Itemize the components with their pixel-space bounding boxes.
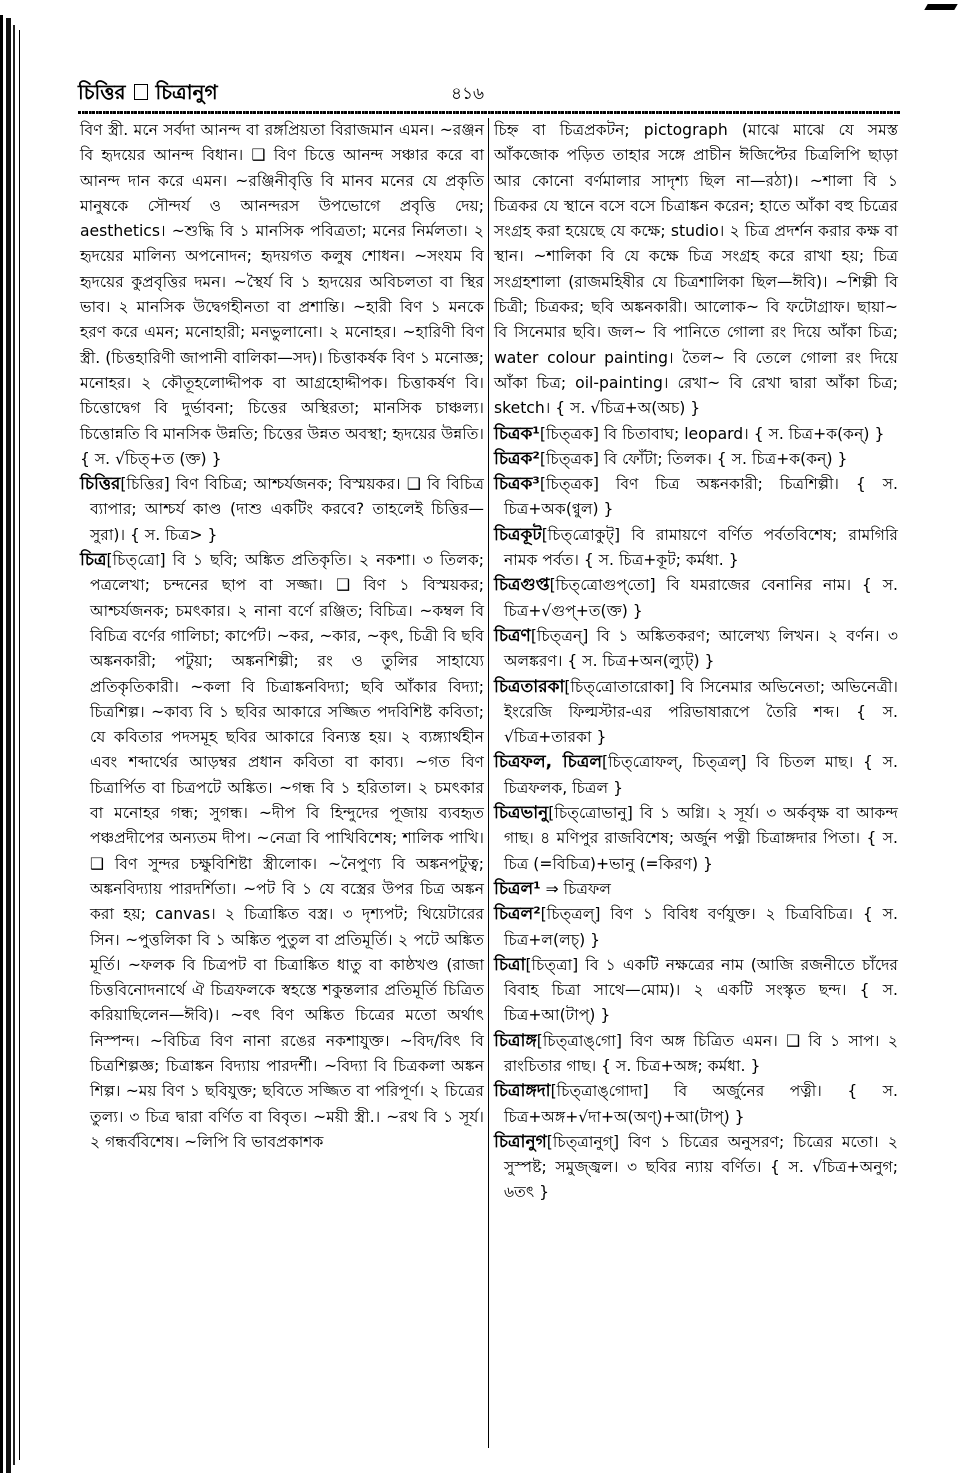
right-column [494, 118, 898, 1206]
definition-text: বি ১ ছবি; অঙ্কিত প্রতিকৃতি। ২ নকশা। ৩ তিলক; পত্রলেখা; চন্দনের ছাপ বা সজ্জা। ❑ বিণ ১ বিস্ময়কর; আশ্চর্যজনক; চমৎকার। ২ নানা বর্ণে রঞ্জিত; বিচিত্র। ~কম্বল বি বিচিত্র বর্ণের গালিচা; কার্পেট। ~কর, ~কার, ~কৃৎ, চিত্রী বি ছবি অঙ্কনকারী; পটুয়া; অঙ্কনশিল্পী; রং ও তুলির সাহায্যে প্রতিকৃতিকারী। ~কলা বি চিত্রাঙ্কনবিদ্যা; ছবি আঁকার বিদ্যা; চিত্রশিল্প। ~কাব্য বি ১ ছবির আকারে সজ্জিত পদবিশিষ্ট কবিতা; যে কবিতার পদসমূহ ছবির আকারে বিন্যস্ত হয়। ২ ব্যঙ্গ্যার্থহীন এবং শব্দার্থের আড়ম্বর প্রধান কবিতা বা কাব্য। ~গত বিণ চিত্রার্পিত বা চিত্রপটে অঙ্কিত। ~গন্ধ বি ১ হরিতাল। ২ চমৎকার বা মনোহর গন্ধ; সুগন্ধ। ~দীপ বি হিন্দুদের পূজায় ব্যবহৃত পঞ্চপ্রদীপের অন্যতম দীপ। ~নেত্রা বি পাখিবিশেষ; শালিক পাখি। ❑ বিণ সুন্দর চক্ষুবিশিষ্টা স্ত্রীলোক। ~নৈপুণ্য বি অঙ্কনপটুত্ব; অঙ্কনবিদ্যায় পারদর্শিতা। ~পট বি ১ যে বস্ত্রের উপর চিত্র অঙ্কন করা হয়; canvas। ২ চিত্রাঙ্কিত বস্ত্র। ৩ দৃশ্যপট; থিয়েটারের সিন। ~পুত্তলিকা বি ১ অঙ্কিত পুতুল বা প্রতিমূর্তি। ২ পটে অঙ্কিত মূর্তি। ~ফলক বি চিত্রপট বা চিত্রাঙ্কিত ধাতু বা কাষ্ঠখণ্ড (রাজা চিত্তবিনোদনার্থে ঐ চিত্রফলকে স্বহস্তে শকুন্তলার প্রতিমূর্তি চিত্রিত করিয়াছিলেন—ঈবি)। ~বৎ বিণ অঙ্কিত চিত্রের মতো অর্থাৎ নিস্পন্দ। ~বিচিত্র বিণ নানা রঙের নকশাযুক্ত। ~বিদ/বিৎ বি চিত্রশিল্পজ্ঞ; চিত্রাঙ্কন বিদ্যায় পারদর্শী। ~বিদ্যা বি চিত্রকলা অঙ্কন শিল্প। ~ময় বিণ ১ ছবিযুক্ত; ছবিতে সজ্জিত বা পরিপূর্ণ। ২ চিত্রের তুল্য। ৩ চিত্র দ্বারা বর্ণিত বা বিবৃত। ~ময়ী স্ত্রী.। ~রথ বি ১ সূর্য। ২ গন্ধর্ববিশেষ। ~লিপি বি ভাবপ্রকাশক [90, 551, 484, 1151]
pronunciation: [চিত্‌ত্রাঙ্‌গোদা] [550, 1082, 649, 1101]
headword: চিত্রাঙ্গদা [494, 1081, 551, 1102]
pronunciation: [চিত্‌ত্রোকুট্] [541, 525, 621, 544]
headword: চিত্রতারকা [494, 676, 565, 697]
definition-text: বিণ স্ত্রী. মনে সর্বদা আনন্দ বা রঙ্গপ্রিয়তা বিরাজমান এমন। ~রঞ্জন বি হৃদয়ের আনন্দ বিধান। ❑ বিণ চিত্তে আনন্দ সঞ্চার করে বা আনন্দ দান করে এমন। ~রঞ্জিনীবৃত্তি বি মানব মনের যে প্রকৃতি মানুষকে সৌন্দর্য ও আনন্দরস উপভোগে প্রবৃত্তি দেয়; aesthetics। ~শুদ্ধি বি ১ মানসিক পবিত্রতা; মনের নির্মলতা। ২ হৃদয়ের মালিন্য অপনোদন; হৃদয়গত কলুষ শোধন। ~সংযম বি হৃদয়ের কুপ্রবৃত্তির দমন। ~স্থৈর্য বি ১ হৃদয়ের অবিচলতা বা স্থির ভাব। ২ মানসিক উদ্বেগহীনতা বা প্রশান্তি। ~হারী বিণ ১ মনকে হরণ করে এমন; মনোহারী; মনভুলানো। ২ মনোহর। ~হারিণী বিণ স্ত্রী. (চিত্তহারিণী জাপানী বালিকা—সদ)। চিত্তাকর্ষক বিণ ১ মনোজ্ঞ; মনোহর। ২ কৌতূহলোদ্দীপক বা আগ্রহোদ্দীপক। চিত্তাকর্ষণ বি। চিত্তোদ্বেগ বি দুর্ভাবনা; চিত্তের অস্থিরতা; মানসিক চাঞ্চল্য। চিত্তোন্নতি বি মানসিক উন্নতি; চিত্তের উন্নত অবস্থা; হৃদয়ের উন্নতি। { স. √চিত্+ত (ক্ত) } [80, 121, 484, 468]
dictionary-entry [494, 801, 898, 877]
definition-text: বি ১ অগ্নি। ২ সূর্য। ৩ অর্কবৃক্ষ বা আকন্দ গাছ। ৪ মণিপুর রাজবিশেষ; অর্জুন পত্নী চিত্রাঙ্গদার পিতা। { স. চিত্র (=বিচিত্র)+ভানু (=কিরণ) } [504, 804, 898, 873]
binding-line [0, 15, 3, 1473]
dictionary-entry [494, 1130, 898, 1206]
dictionary-entry [494, 523, 898, 574]
dictionary-entry [494, 750, 898, 801]
guide-word-first: চিত্তির [78, 80, 126, 104]
pronunciation: [চিত্‌ত্রো] [106, 551, 166, 570]
pronunciation: [চিত্‌ত্রা] [525, 955, 579, 974]
definition-text: ⇒ চিত্রফল [545, 879, 611, 898]
headword: চিত্রগুপ্ত [494, 575, 550, 596]
dictionary-entry [494, 624, 898, 675]
pronunciation: [চিত্‌ত্রোভানু] [548, 804, 633, 823]
left-column [80, 118, 484, 1155]
headword: চিত্রণ [494, 625, 531, 646]
dictionary-entry [80, 472, 484, 548]
scan-corner-mark [916, 4, 956, 14]
headword: চিত্রকূট [494, 524, 542, 545]
pronunciation: [চিত্‌ত্রক] [539, 475, 599, 494]
page-number: ৪১৬ [451, 84, 485, 104]
book-binding-edge [0, 0, 40, 1473]
dictionary-entry [494, 422, 898, 447]
definition-text: বি ১ একটি নক্ষত্রের নাম (আজি রজনীতে চাঁদের বিবাহ চিত্রা সাথে—মোম)। ২ একটি সংস্কৃত ছন্দ। { স. চিত্র+আ(টাপ্) } [504, 955, 898, 1025]
entry-continuation [494, 118, 898, 422]
pronunciation: [চিত্‌ত্রল্] [540, 905, 601, 924]
definition-text: বি ফোঁটা; তিলক। { স. চিত্র+ক(কন্) } [603, 449, 848, 468]
headword: চিত্রা [494, 954, 526, 975]
pronunciation: [চিত্‌ত্রোতারোকা] [564, 677, 675, 696]
dictionary-entry [494, 1029, 898, 1080]
definition-text: বিণ বিচিত্র; আশ্চর্যজনক; বিস্ময়কর। ❑ বি বিচিত্র ব্যাপার; আশ্চর্য কাণ্ড (দাশু একটিং করবে? তাহলেই চিত্তির—সুরা)। { স. চিত্র> } [90, 475, 484, 544]
headword: চিত্তির [80, 474, 121, 495]
definition-text: বিণ চিত্র অঙ্কনকারী; চিত্রশিল্পী। { স. চিত্র+অক(ণ্বুল) } [504, 475, 898, 519]
binding-line [6, 18, 11, 1473]
headword: চিত্রানুগ [494, 1131, 547, 1152]
definition-text: বি যমরাজের বেনানির নাম। { স. চিত্র+√গুপ্+ত(ক্ত) } [504, 576, 898, 620]
pronunciation: [চিত্‌ত্রানুগ্] [546, 1132, 620, 1151]
dictionary-entry [494, 877, 898, 902]
definition-text: বি রামায়ণে বর্ণিত পর্বতবিশেষ; রামগিরি নামক পর্বত। { স. চিত্র+কূট; কর্মধা. } [504, 525, 899, 570]
header-rule [78, 111, 900, 114]
headword: চিত্রভানু [494, 803, 549, 824]
pronunciation: [চিত্‌ত্রোগুপ্‌তো] [549, 576, 656, 595]
definition-text: বি ১ অঙ্কিতকরণ; আলেখ্য লিখন। ২ বর্ণন। ৩ অলঙ্করণ। { স. চিত্র+অন(ল্যুট্) } [504, 626, 898, 671]
box-icon [134, 84, 148, 100]
running-head [78, 78, 218, 111]
definition-text: বি চিতাবাঘ; leopard। { স. চিত্র+ক(কন্) } [603, 424, 885, 443]
page-header [78, 78, 898, 108]
binding-line [19, 30, 20, 1460]
headword: চিত্রাঙ্গ [494, 1030, 537, 1051]
dictionary-entry [494, 472, 898, 523]
pronunciation: [চিত্‌ত্রোফল্, চিত্‌ত্রল্] [602, 753, 747, 772]
dictionary-entry [494, 447, 898, 472]
headword: চিত্রক¹ [494, 423, 540, 444]
dictionary-entry [494, 953, 898, 1029]
pronunciation: [চিত্‌ত্রক] [539, 449, 599, 468]
headword: চিত্রক² [494, 448, 540, 469]
definition-text: বিণ অঙ্গ চিত্রিত এমন। ❑ বি ১ সাপ। ২ রাংচিতার গাছ। { স. চিত্র+অঙ্গ; কর্মধা. } [504, 1031, 898, 1075]
dictionary-entry [494, 573, 898, 624]
definition-text: বি চিতল মাছ। { স. চিত্রফলক, চিত্রল } [504, 753, 898, 797]
definition-text: বিণ ১ চিত্রের অনুসরণ; চিত্রের মতো। ২ সুস্পষ্ট; সমুজ্জ্বল। ৩ ছবির ন্যায় বর্ণিত। { স. √চিত্র+অনুগ; ৬তৎ } [504, 1132, 898, 1202]
entry-continuation [80, 118, 484, 472]
pronunciation: [চিত্তির] [120, 475, 170, 494]
pronunciation: [চিত্‌ত্রক] [539, 424, 599, 443]
headword: চিত্র [80, 550, 107, 571]
dictionary-entry [494, 1079, 898, 1130]
dictionary-entry [494, 675, 898, 751]
headword: চিত্রল¹ [494, 878, 541, 899]
definition-text: বিণ ১ বিবিধ বর্ণযুক্ত। ২ চিত্রবিচিত্র। { স. চিত্র+ল(লচ্) } [504, 905, 898, 949]
pronunciation: [চিত্‌ত্রাঙ্‌গো] [536, 1031, 622, 1050]
dictionary-entry [494, 902, 898, 953]
definition-text: বি অর্জুনের পত্নী। { স. চিত্র+অঙ্গ+√দা+অ(অণ্)+আ(টাপ্) } [504, 1082, 898, 1126]
guide-word-last: চিত্রানুগ [155, 80, 218, 104]
headword: চিত্রফল, চিত্রল [494, 752, 602, 773]
definition-text: বি সিনেমার অভিনেতা; অভিনেত্রী। ইংরেজি ফিল্মস্টার-এর পরিভাষারূপে তৈরি শব্দ। { স. √চিত্র+তারকা } [504, 677, 898, 747]
headword: চিত্রক³ [494, 474, 540, 495]
definition-text: চিহ্ন বা চিত্রপ্রকটন; pictograph (মাঝে মাঝে যে সমস্ত আঁকজোক পড়িত তাহার সঙ্গে প্রাচীন ঈজিপ্টের চিত্রলিপি ছাড়া আর কোনো বর্ণমালার সাদৃশ্য ছিল না—রঠা)। ~শালা বি ১ চিত্রকর যে স্থানে বসে বসে চিত্রাঙ্কন করেন; হাতে আঁকা বহু চিত্রের সংগ্রহ করা হয়েছে যে কক্ষে; studio। ২ চিত্র প্রদর্শন করার কক্ষ বা স্থান। ~শালিকা বি যে কক্ষে চিত্র সংগ্রহ করে রাখা হয়; চিত্র সংগ্রহশালা (রাজমহিষীর যে চিত্রশালিকা ছিল—ঈবি)। ~শিল্পী বি চিত্রী; চিত্রকর; ছবি অঙ্কনকারী। আলোক~ বি ফটোগ্রাফ। ছায়া~ বি সিনেমার ছবি। জল~ বি পানিতে গোলা রং দিয়ে আঁকা চিত্র; water colour painting। তৈল~ বি তেলে গোলা রং দিয়ে আঁকা চিত্র; oil-painting। রেখা~ বি রেখা দ্বারা আঁকা চিত্র; sketch। { স. √চিত্র+অ(অচ) } [494, 121, 898, 418]
column-divider [488, 118, 489, 1448]
dictionary-entry [80, 548, 484, 1155]
pronunciation: [চিত্‌ত্রন্] [530, 626, 589, 645]
headword: চিত্রল² [494, 904, 541, 925]
binding-line [13, 25, 15, 1465]
